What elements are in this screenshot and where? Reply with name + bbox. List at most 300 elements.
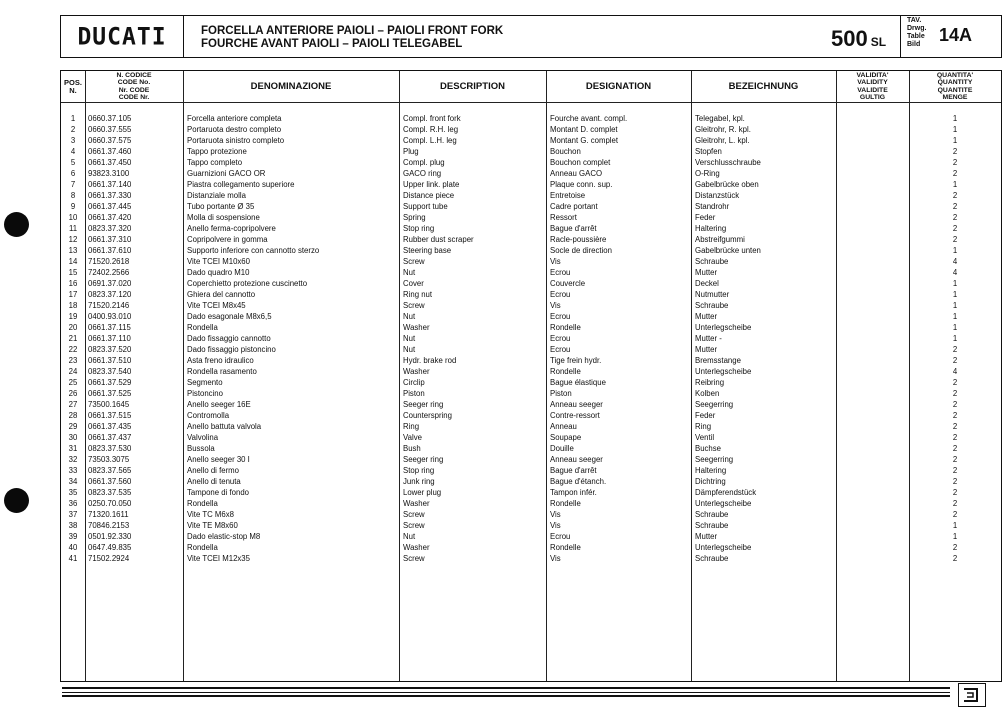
table-row <box>61 124 1001 135</box>
part-pos: 35 <box>68 488 78 497</box>
part-denominazione: Valvolina <box>187 433 219 442</box>
part-quantity: 1 <box>952 290 958 299</box>
title-line-1: FORCELLA ANTERIORE PAIOLI – PAIOLI FRONT FORK <box>201 25 504 37</box>
table-row <box>61 135 1001 146</box>
part-designation: Vis <box>550 257 561 266</box>
part-quantity: 1 <box>952 114 958 123</box>
part-bezeichnung: Deckel <box>695 279 719 288</box>
part-pos: 36 <box>68 499 78 508</box>
part-description: Piston <box>403 389 425 398</box>
part-designation: Anneau seeger <box>550 400 603 409</box>
part-bezeichnung: O-Ring <box>695 169 720 178</box>
table-row <box>61 454 1001 465</box>
part-pos: 28 <box>68 411 78 420</box>
part-description: Screw <box>403 510 425 519</box>
table-row <box>61 201 1001 212</box>
pos-header-line: POS. <box>64 78 82 88</box>
part-bezeichnung: Seegerring <box>695 455 734 464</box>
part-description: Compl. R.H. leg <box>403 125 459 134</box>
part-code: 73500.1645 <box>88 400 130 409</box>
part-bezeichnung: Dämpferendstück <box>695 488 757 497</box>
part-code: 0661.37.610 <box>88 246 132 255</box>
part-designation: Rondelle <box>550 367 581 376</box>
part-quantity: 4 <box>952 268 958 277</box>
part-denominazione: Rondella <box>187 323 218 332</box>
part-designation: Plaque conn. sup. <box>550 180 613 189</box>
footer-rule <box>62 687 950 689</box>
part-code: 0661.37.330 <box>88 191 132 200</box>
part-bezeichnung: Reibring <box>695 378 725 387</box>
binder-hole <box>4 488 29 513</box>
quantity-header-line: QUANTITA' <box>936 71 974 79</box>
part-pos: 26 <box>68 389 78 398</box>
part-denominazione: Anello seeger 30 I <box>187 455 250 464</box>
page-header <box>60 15 1002 58</box>
code-header-line: N. CODICE <box>116 71 152 79</box>
quantity-header-line: QUANTITY <box>937 79 973 87</box>
table-row <box>61 432 1001 443</box>
part-denominazione: Pistoncino <box>187 389 223 398</box>
part-pos: 15 <box>68 268 78 277</box>
part-quantity: 1 <box>952 532 958 541</box>
part-designation: Bague d'étanch. <box>550 477 607 486</box>
part-pos: 33 <box>68 466 78 475</box>
part-code: 0691.37.020 <box>88 279 132 288</box>
part-description: Stop ring <box>403 224 435 233</box>
part-denominazione: Tampone di fondo <box>187 488 249 497</box>
part-code: 0660.37.555 <box>88 125 132 134</box>
model-number: 500 <box>831 26 868 51</box>
part-pos: 12 <box>68 235 78 244</box>
part-denominazione: Coperchietto protezione cuscinetto <box>187 279 308 288</box>
part-code: 0661.37.437 <box>88 433 132 442</box>
part-denominazione: Rondella <box>187 543 218 552</box>
validity-header-line: VALIDITY <box>857 79 888 87</box>
part-bezeichnung: Mutter <box>695 312 718 321</box>
part-pos: 2 <box>70 125 76 134</box>
part-code: 0661.37.525 <box>88 389 132 398</box>
part-quantity: 2 <box>952 345 958 354</box>
footer-rule <box>62 695 950 697</box>
part-description: Compl. plug <box>403 158 445 167</box>
code-header-line: Nr. CODE <box>118 86 150 94</box>
part-denominazione: Rondella <box>187 499 218 508</box>
table-row <box>61 168 1001 179</box>
part-code: 0823.37.120 <box>88 290 132 299</box>
drwg-label: Drwg. <box>907 25 927 32</box>
part-denominazione: Vite TC M6x8 <box>187 510 234 519</box>
part-designation: Ressort <box>550 213 577 222</box>
part-description: Seeger ring <box>403 400 444 409</box>
part-description: Compl. front fork <box>403 114 461 123</box>
part-description: Cover <box>403 279 424 288</box>
part-denominazione: Piastra collegamento superiore <box>187 180 295 189</box>
table-row <box>61 410 1001 421</box>
part-pos: 25 <box>68 378 78 387</box>
part-pos: 41 <box>68 554 78 563</box>
part-description: Upper link. plate <box>403 180 460 189</box>
pos-header-line: N. <box>69 85 77 95</box>
part-description: Nut <box>403 334 416 343</box>
part-designation: Anneau GACO <box>550 169 603 178</box>
part-code: 70846.2153 <box>88 521 130 530</box>
part-description: Plug <box>403 147 419 156</box>
column-header-validity <box>836 71 909 102</box>
part-designation: Entretoise <box>550 191 586 200</box>
table-row <box>61 256 1001 267</box>
part-bezeichnung: Schraube <box>695 257 729 266</box>
part-code: 0823.37.535 <box>88 488 132 497</box>
part-pos: 20 <box>68 323 78 332</box>
part-bezeichnung: Gleitrohr, R. kpl. <box>695 125 751 134</box>
table-row <box>61 267 1001 278</box>
part-denominazione: Supporto inferiore con cannotto sterzo <box>187 246 320 255</box>
part-quantity: 2 <box>952 202 958 211</box>
part-pos: 5 <box>70 158 76 167</box>
part-description: Valve <box>403 433 422 442</box>
part-quantity: 2 <box>952 499 958 508</box>
table-row <box>61 476 1001 487</box>
part-code: 0250.70.050 <box>88 499 132 508</box>
part-pos: 7 <box>70 180 76 189</box>
table-row <box>61 344 1001 355</box>
part-description: Circlip <box>403 378 425 387</box>
part-bezeichnung: Mutter <box>695 268 718 277</box>
table-row <box>61 377 1001 388</box>
part-bezeichnung: Schraube <box>695 554 729 563</box>
table-row <box>61 421 1001 432</box>
part-designation: Rondelle <box>550 499 581 508</box>
part-description: Stop ring <box>403 466 435 475</box>
part-designation: Couvercle <box>550 279 586 288</box>
part-designation: Vis <box>550 301 561 310</box>
quantity-header-line: QUANTITE <box>937 86 973 94</box>
table-row <box>61 157 1001 168</box>
part-pos: 37 <box>68 510 78 519</box>
part-description: Washer <box>403 499 430 508</box>
part-pos: 10 <box>68 213 78 222</box>
table-row <box>61 311 1001 322</box>
part-pos: 22 <box>68 345 78 354</box>
part-quantity: 2 <box>952 455 958 464</box>
table-row <box>61 289 1001 300</box>
part-quantity: 2 <box>952 411 958 420</box>
part-code: 73503.3075 <box>88 455 130 464</box>
part-designation: Vis <box>550 510 561 519</box>
part-designation: Anneau <box>550 422 577 431</box>
part-description: Washer <box>403 367 430 376</box>
part-bezeichnung: Dichtring <box>695 477 726 486</box>
part-designation: Ecrou <box>550 312 571 321</box>
part-code: 71520.2146 <box>88 301 130 310</box>
part-denominazione: Anello di tenuta <box>187 477 241 486</box>
part-description: Washer <box>403 543 430 552</box>
column-header-denominazione: DENOMINAZIONE <box>250 81 332 92</box>
part-code: 0660.37.105 <box>88 114 132 123</box>
part-designation: Ecrou <box>550 268 571 277</box>
part-designation: Ecrou <box>550 532 571 541</box>
part-quantity: 1 <box>952 180 958 189</box>
part-code: 71520.2618 <box>88 257 130 266</box>
table-row <box>61 487 1001 498</box>
part-designation: Contre-ressort <box>550 411 600 420</box>
part-denominazione: Contromolla <box>187 411 230 420</box>
table-reference-labels <box>907 17 926 49</box>
part-bezeichnung: Verschlusschraube <box>695 158 761 167</box>
part-denominazione: Segmento <box>187 378 223 387</box>
part-designation: Vis <box>550 554 561 563</box>
column-header-pos <box>61 71 85 102</box>
part-pos: 1 <box>70 114 76 123</box>
table-row <box>61 542 1001 553</box>
part-bezeichnung: Nutmutter <box>695 290 730 299</box>
part-pos: 11 <box>68 224 78 233</box>
table-row <box>61 509 1001 520</box>
part-denominazione: Molla di sospensione <box>187 213 260 222</box>
part-description: Nut <box>403 268 416 277</box>
quantity-header-line: MENGE <box>942 93 968 101</box>
part-bezeichnung: Standrohr <box>695 202 730 211</box>
page-corner-icon <box>958 683 986 707</box>
part-pos: 18 <box>68 301 78 310</box>
part-description: Screw <box>403 301 425 310</box>
part-bezeichnung: Kolben <box>695 389 720 398</box>
part-quantity: 1 <box>952 246 958 255</box>
part-denominazione: Anello di fermo <box>187 466 240 475</box>
part-designation: Ecrou <box>550 290 571 299</box>
header-divider <box>61 102 1001 103</box>
part-pos: 34 <box>68 477 78 486</box>
tav-label: TAV. <box>907 17 922 24</box>
part-quantity: 2 <box>952 378 958 387</box>
part-description: Ring <box>403 422 420 431</box>
part-quantity: 2 <box>952 147 958 156</box>
part-pos: 30 <box>68 433 78 442</box>
part-pos: 16 <box>68 279 78 288</box>
table-row <box>61 278 1001 289</box>
table-reference <box>900 16 1002 57</box>
part-code: 0661.37.140 <box>88 180 132 189</box>
part-denominazione: Forcella anteriore completa <box>187 114 282 123</box>
column-header-designation: DESIGNATION <box>585 81 652 92</box>
part-bezeichnung: Distanzstück <box>695 191 740 200</box>
column-header-code <box>85 71 183 102</box>
part-bezeichnung: Ring <box>695 422 712 431</box>
part-designation: Socle de direction <box>550 246 612 255</box>
part-bezeichnung: Mutter <box>695 345 718 354</box>
part-designation: Tige frein hydr. <box>550 356 602 365</box>
part-designation: Cadre portant <box>550 202 598 211</box>
part-quantity: 2 <box>952 235 958 244</box>
table-label: Table <box>907 33 925 40</box>
part-bezeichnung: Gabelbrücke oben <box>695 180 759 189</box>
part-code: 0661.37.310 <box>88 235 132 244</box>
part-code: 0400.93.010 <box>88 312 132 321</box>
part-description: Nut <box>403 532 416 541</box>
part-description: Screw <box>403 521 425 530</box>
code-header-line: CODE Nr. <box>118 93 150 101</box>
part-quantity: 2 <box>952 444 958 453</box>
part-code: 0823.37.520 <box>88 345 132 354</box>
part-description: Lower plug <box>403 488 442 497</box>
part-code: 0660.37.575 <box>88 136 132 145</box>
part-quantity: 2 <box>952 433 958 442</box>
part-pos: 27 <box>68 400 78 409</box>
part-quantity: 4 <box>952 367 958 376</box>
page-title <box>201 25 503 51</box>
part-bezeichnung: Unterlegscheibe <box>695 323 752 332</box>
part-pos: 39 <box>68 532 78 541</box>
column-header-description: DESCRIPTION <box>440 81 505 92</box>
part-denominazione: Dado esagonale M8x6,5 <box>187 312 272 321</box>
part-designation: Bague d'arrêt <box>550 224 597 233</box>
part-description: Steering base <box>403 246 452 255</box>
part-code: 0501.92.330 <box>88 532 132 541</box>
brand-logo <box>61 16 184 57</box>
part-quantity: 2 <box>952 191 958 200</box>
table-row <box>61 465 1001 476</box>
part-bezeichnung: Feder <box>695 411 716 420</box>
part-denominazione: Rondella rasamento <box>187 367 257 376</box>
part-denominazione: Vite TE M8x60 <box>187 521 238 530</box>
table-row <box>61 355 1001 366</box>
part-designation: Montant G. complet <box>550 136 619 145</box>
part-pos: 29 <box>68 422 78 431</box>
part-description: Seeger ring <box>403 455 444 464</box>
part-bezeichnung: Gabelbrücke unten <box>695 246 761 255</box>
part-description: Bush <box>403 444 421 453</box>
part-code: 0823.37.540 <box>88 367 132 376</box>
part-quantity: 4 <box>952 257 958 266</box>
part-denominazione: Dado quadro M10 <box>187 268 250 277</box>
part-quantity: 2 <box>952 554 958 563</box>
part-pos: 38 <box>68 521 78 530</box>
part-designation: Piston <box>550 389 572 398</box>
table-row <box>61 520 1001 531</box>
part-quantity: 2 <box>952 158 958 167</box>
part-pos: 24 <box>68 367 78 376</box>
table-row <box>61 190 1001 201</box>
part-description: Washer <box>403 323 430 332</box>
part-designation: Soupape <box>550 433 582 442</box>
table-row <box>61 146 1001 157</box>
part-description: GACO ring <box>403 169 442 178</box>
validity-header-line: VALIDITE <box>857 86 888 94</box>
table-row <box>61 245 1001 256</box>
part-description: Nut <box>403 312 416 321</box>
part-quantity: 1 <box>952 334 958 343</box>
part-designation: Rondelle <box>550 323 581 332</box>
part-denominazione: Ghiera del cannotto <box>187 290 256 299</box>
part-quantity: 2 <box>952 543 958 552</box>
part-denominazione: Vite TCEI M12x35 <box>187 554 250 563</box>
part-designation: Montant D. complet <box>550 125 618 134</box>
part-pos: 8 <box>70 191 76 200</box>
part-pos: 40 <box>68 543 78 552</box>
part-description: Distance piece <box>403 191 455 200</box>
part-code: 71502.2924 <box>88 554 130 563</box>
part-code: 0661.37.560 <box>88 477 132 486</box>
part-bezeichnung: Stopfen <box>695 147 722 156</box>
table-row <box>61 443 1001 454</box>
title-line-2: FOURCHE AVANT PAIOLI – PAIOLI TELEGABEL <box>201 38 463 50</box>
part-code: 0661.37.435 <box>88 422 132 431</box>
part-designation: Fourche avant. compl. <box>550 114 628 123</box>
binder-hole <box>4 212 29 237</box>
part-denominazione: Portaruota destro completo <box>187 125 282 134</box>
part-denominazione: Tappo completo <box>187 158 243 167</box>
part-designation: Bague élastique <box>550 378 606 387</box>
part-code: 0661.37.510 <box>88 356 132 365</box>
part-designation: Bague d'arrêt <box>550 466 597 475</box>
part-description: Support tube <box>403 202 448 211</box>
part-denominazione: Anello ferma-copripolvere <box>187 224 276 233</box>
part-code: 0661.37.460 <box>88 147 132 156</box>
part-denominazione: Dado fissaggio pistoncino <box>187 345 276 354</box>
table-row <box>61 113 1001 124</box>
part-description: Rubber dust scraper <box>403 235 474 244</box>
part-quantity: 2 <box>952 422 958 431</box>
part-code: 0823.37.320 <box>88 224 132 233</box>
validity-header-line: GULTIG <box>859 93 886 101</box>
table-row <box>61 366 1001 377</box>
part-bezeichnung: Haltering <box>695 224 727 233</box>
part-pos: 21 <box>68 334 78 343</box>
part-bezeichnung: Haltering <box>695 466 727 475</box>
part-denominazione: Tubo portante Ø 35 <box>187 202 255 211</box>
part-pos: 19 <box>68 312 78 321</box>
part-quantity: 2 <box>952 213 958 222</box>
part-code: 0661.37.529 <box>88 378 132 387</box>
part-bezeichnung: Buchse <box>695 444 722 453</box>
code-header-line: CODE No. <box>117 79 151 87</box>
part-designation: Rondelle <box>550 543 581 552</box>
part-pos: 32 <box>68 455 78 464</box>
part-description: Counterspring <box>403 411 452 420</box>
part-quantity: 1 <box>952 323 958 332</box>
part-pos: 13 <box>68 246 78 255</box>
part-bezeichnung: Mutter <box>695 532 718 541</box>
part-bezeichnung: Feder <box>695 213 716 222</box>
part-quantity: 2 <box>952 488 958 497</box>
part-pos: 4 <box>70 147 76 156</box>
part-bezeichnung: Telegabel, kpl. <box>695 114 745 123</box>
table-row <box>61 388 1001 399</box>
validity-header-line: VALIDITA' <box>856 71 889 79</box>
part-code: 0661.37.450 <box>88 158 132 167</box>
part-description: Nut <box>403 345 416 354</box>
part-quantity: 2 <box>952 466 958 475</box>
part-bezeichnung: Schraube <box>695 521 729 530</box>
part-code: 0823.37.565 <box>88 466 132 475</box>
part-quantity: 2 <box>952 477 958 486</box>
part-description: Ring nut <box>403 290 433 299</box>
part-pos: 9 <box>70 202 76 211</box>
part-code: 93823.3100 <box>88 169 130 178</box>
part-code: 0661.37.420 <box>88 213 132 222</box>
part-denominazione: Tappo protezione <box>187 147 247 156</box>
part-bezeichnung: Ventil <box>695 433 715 442</box>
part-quantity: 1 <box>952 125 958 134</box>
part-description: Junk ring <box>403 477 435 486</box>
part-quantity: 2 <box>952 169 958 178</box>
part-code: 0823.37.530 <box>88 444 132 453</box>
part-quantity: 1 <box>952 301 958 310</box>
part-denominazione: Anello battuta valvola <box>187 422 262 431</box>
table-row <box>61 179 1001 190</box>
part-designation: Ecrou <box>550 345 571 354</box>
part-bezeichnung: Gleitrohr, L. kpl. <box>695 136 750 145</box>
